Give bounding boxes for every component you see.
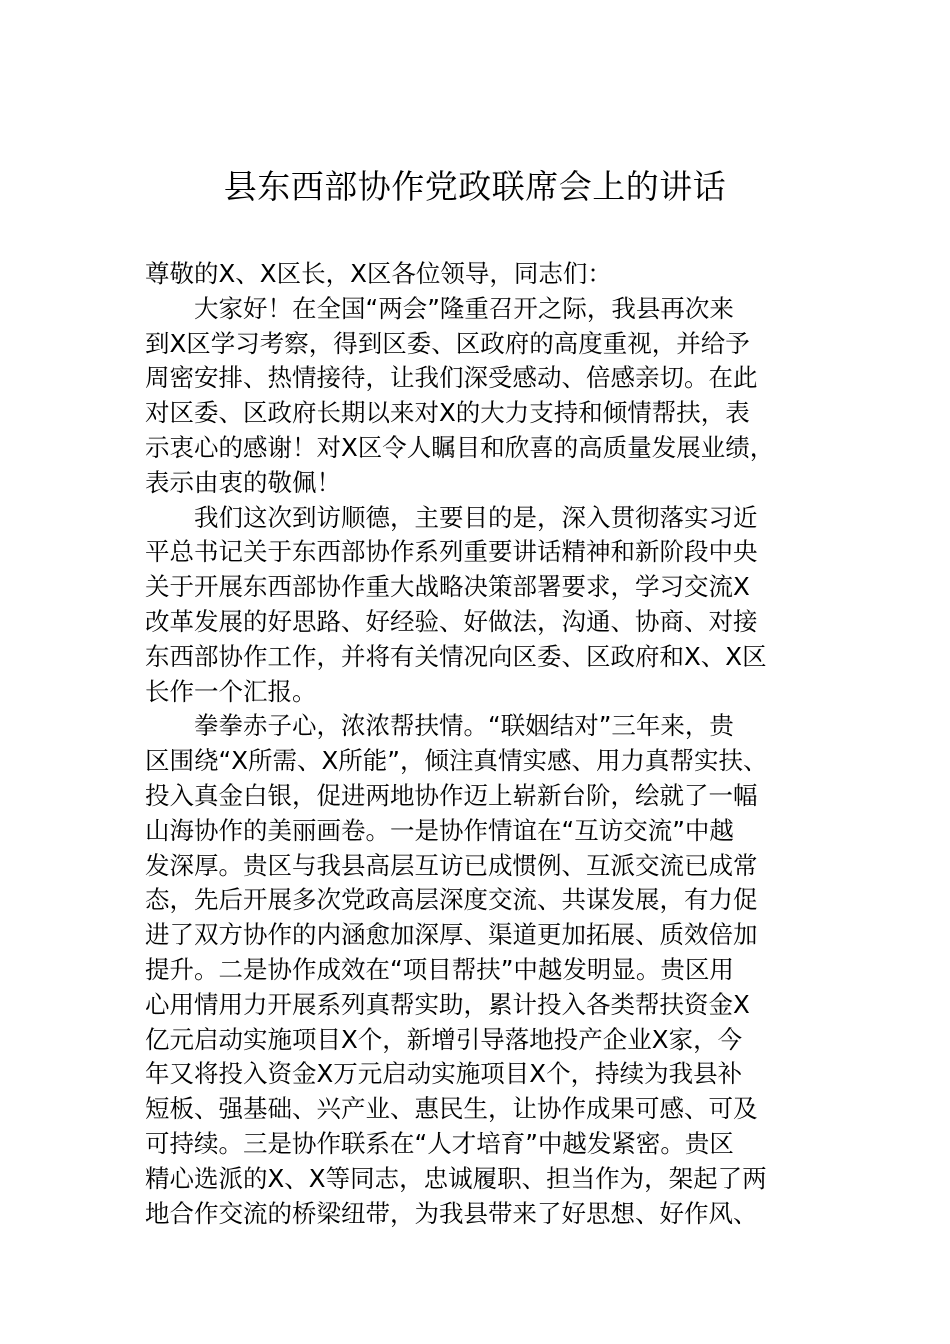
text-line: 拳拳赤子心，浓浓帮扶情。“联姻结对”三年来，贵 bbox=[194, 711, 734, 741]
text-line: 对区委、区政府长期以来对X的大力支持和倾情帮扶，表 bbox=[145, 398, 750, 428]
text-line: 长作一个汇报。 bbox=[145, 676, 317, 706]
text-line: 改革发展的好思路、好经验、好做法，沟通、协商、对接 bbox=[145, 606, 758, 636]
text-line: 短板、强基础、兴产业、惠民生，让协作成果可感、可及 bbox=[145, 1094, 758, 1124]
text-line: 东西部协作工作，并将有关情况向区委、区政府和X、X区 bbox=[145, 641, 767, 671]
document-title: 县东西部协作党政联席会上的讲话 bbox=[223, 167, 727, 206]
text-line: 心用情用力开展系列真帮实助，累计投入各类帮扶资金X bbox=[145, 989, 750, 1019]
text-line: 提升。二是协作成效在“项目帮扶”中越发明显。贵区用 bbox=[145, 954, 734, 984]
text-line: 年又将投入资金X万元启动实施项目X个，持续为我县补 bbox=[145, 1059, 743, 1089]
document-body bbox=[145, 257, 835, 1231]
text-line: 精心选派的X、X等同志，忠诚履职、担当作为，架起了两 bbox=[145, 1163, 767, 1193]
text-line: 投入真金白银，促进两地协作迈上崭新台阶，绘就了一幅 bbox=[145, 780, 758, 810]
text-line: 示衷心的感谢！对X区令人瞩目和欣喜的高质量发展业绩， bbox=[145, 432, 775, 462]
text-line: 关于开展东西部协作重大战略决策部署要求，学习交流X bbox=[145, 572, 750, 602]
text-line: 尊敬的X、X区长，X区各位领导，同志们： bbox=[145, 259, 612, 288]
text-line: 进了双方协作的内涵愈加深厚、渠道更加拓展、质效倍加 bbox=[145, 920, 758, 950]
text-line: 表示由衷的敬佩！ bbox=[145, 467, 341, 497]
text-line: 平总书记关于东西部协作系列重要讲话精神和新阶段中央 bbox=[145, 537, 758, 567]
text-line: 亿元启动实施项目X个，新增引导落地投产企业X家，今 bbox=[145, 1024, 743, 1054]
text-line: 区围绕“X所需、X所能”，倾注真情实感、用力真帮实扶、 bbox=[145, 746, 768, 776]
text-line: 发深厚。贵区与我县高层互访已成惯例、互派交流已成常 bbox=[145, 850, 758, 880]
text-line: 我们这次到访顺德，主要目的是，深入贯彻落实习近 bbox=[194, 502, 758, 532]
text-line: 山海协作的美丽画卷。一是协作情谊在“互访交流”中越 bbox=[145, 815, 734, 845]
text-line: 可持续。三是协作联系在“人才培育”中越发紧密。贵区 bbox=[145, 1128, 734, 1158]
text-line: 地合作交流的桥梁纽带，为我县带来了好思想、好作风、 bbox=[145, 1198, 758, 1228]
text-line: 态，先后开展多次党政高层深度交流、共谋发展，有力促 bbox=[145, 885, 758, 915]
text-line: 大家好！在全国“两会”隆重召开之际，我县再次来 bbox=[194, 293, 734, 323]
text-line: 周密安排、热情接待，让我们深受感动、倍感亲切。在此 bbox=[145, 363, 758, 393]
text-line: 到X区学习考察，得到区委、区政府的高度重视，并给予 bbox=[145, 328, 750, 358]
